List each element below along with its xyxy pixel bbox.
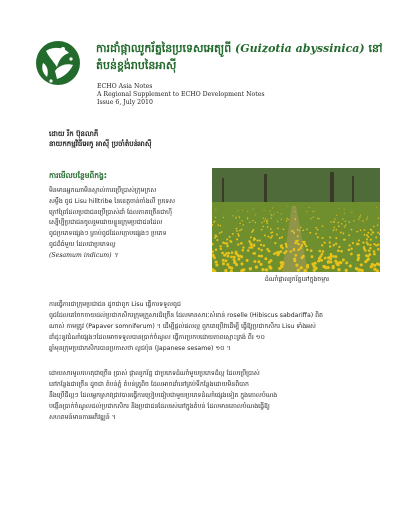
author-block — [49, 129, 349, 149]
title-latin-name: (Guizotia abyssinica) — [235, 42, 365, 55]
title-khmer: ការដាំផ្កាឈូករ័ត្ននៃប្រទេសអេត្យូពី — [96, 42, 232, 55]
para1-line: ក្រៅព្រៃដែលប្រជាជនប្រើប្រាស់ដាំ ដែលភាគច្រើនជាហ៊ី — [49, 208, 172, 216]
notes-line3: Issue 6, July 2010 — [97, 99, 153, 106]
field-photo — [212, 168, 380, 272]
para3-line: នៅកន្លែងជាច្រើន ដូចជា តំបន់ភ្នំ តំបន់ត្រូពិច ដែលអាចដាំនៅគ្រប់ទីកន្លែងដោយមិនពិបាក — [49, 381, 249, 388]
article-title — [96, 41, 386, 73]
photo-caption: ដំណាំផ្កាឈូករ័ត្ននៅក្នុងចម្ការ — [264, 276, 330, 283]
para1-line: (Sesamum indicum) ។ — [49, 251, 118, 259]
para2-line: ឆ្នាំមុនក្រុមប្រជាកសិករបានប្រកាសថា ល្ងជប៉ុន (Japanese sesame) ១០ ។ — [49, 345, 231, 352]
paragraph-2 — [49, 299, 377, 354]
para1-line: ពូជដ៏ធំមួយ ដែលជាប្រភេទល្ង — [49, 240, 116, 248]
para1-line: មិនមានអ្នកណាមិនស្គាល់ការប្រើប្រាស់ក្រុមក្រស — [49, 187, 157, 194]
echo-leaf-globe-icon — [33, 37, 83, 89]
title-line2: តំបន់ខ្ពង់រាបនៃអាស៊ី — [96, 59, 177, 72]
niger-field-image — [212, 168, 380, 272]
para3-line: បង្កើនប្រាក់ចំណូលដល់ប្រជាកសិករ និងប្រជាជនដែលរស់នៅក្នុងតំបន់ ដែលមានគោលបំណងធ្វើឱ្យ — [49, 403, 270, 410]
para2-line: ពូជដែលគេចែកចាយដល់ប្រជាកសិករក្រុមក្រួសារដ៏ច្រើន ដែលមានសារៈសំខាន់ roselle (Hibiscus sabdariffa) ពិត — [49, 312, 323, 319]
para1-line: សម្លឹង ពូជ Lisu hilltribe នៃខេត្តចាន់ចាំងលី ប្រទេស — [49, 197, 176, 205]
echo-logo — [33, 37, 83, 89]
para3-line: សហគមន៍មានការអភិវឌ្ឍន៍ ។ — [49, 414, 116, 421]
paragraph-intro — [49, 186, 195, 262]
para1-line: ពូជប្រភេទផ្សេងៗ គ្រាប់ពូជដែលក្តោបផ្សេងៗ ប្រភេទ — [49, 230, 167, 238]
section-heading: ការមើលបន្ថែមពីកង្វះ — [49, 171, 108, 180]
paragraph-3 — [49, 368, 377, 423]
para3-line: នឹងប្រើដីល្អៗ ដែលអ្នកស្រាវជ្រាវបានធ្វើការប្រៀបធៀបជាមួយប្រភេទដំណាំផ្សេងទៀត ក្នុងគោលបំណង — [49, 392, 278, 399]
para2-line: ដាំដុះនូវដំណាំផ្សេងៗដែលអាចទទួលបានប្រាក់ចំណូល ធ្វើការប្រកបដោយភាពស្មោះត្រង់ ពីរ ១០ — [49, 334, 265, 341]
author-name: ដោយ រីក ប៊ុនលាភី — [49, 130, 99, 138]
publication-notes — [97, 83, 357, 107]
para2-line: ការធ្វើការជាក្រុមប្រជាជន ដូចជាពួក Lisu ធ្វើការទទួលពូជ — [49, 301, 181, 308]
notes-line2: A Regional Supplement to ECHO Development Notes — [97, 91, 265, 98]
para3-line: ដោយសារមូលហេតុជាច្រើន ប្រាស់ ផ្កាឈូករ័ត្ន ជាប្រភេទដំណាំមួយប្រភេទដ៏ល្អ ដែលប្រើប្រាស់ — [49, 370, 260, 377]
title-end: នៅ — [368, 42, 383, 55]
para2-line: ណាស់ កាមត្រូវ (Papaver somniferum) ។ ដើម្បីផ្តល់ផលល្អ ពួកគេប្រើវាដើម្បី ធ្វើឱ្យប្រជាកសិករ Lisu ទាំងអស់ — [49, 323, 316, 330]
author-role: នាយកកម្មវិធីអេកូ អាស៊ី ប្រចាំតំបន់អាស៊ី — [49, 140, 152, 148]
notes-line1: ECHO Asia Notes — [97, 83, 153, 90]
para1-line: ស្បើប្បីប្រជាជនចូលរួមដោយខ្លួនក្រុមប្រជាជនដែល — [49, 219, 163, 227]
